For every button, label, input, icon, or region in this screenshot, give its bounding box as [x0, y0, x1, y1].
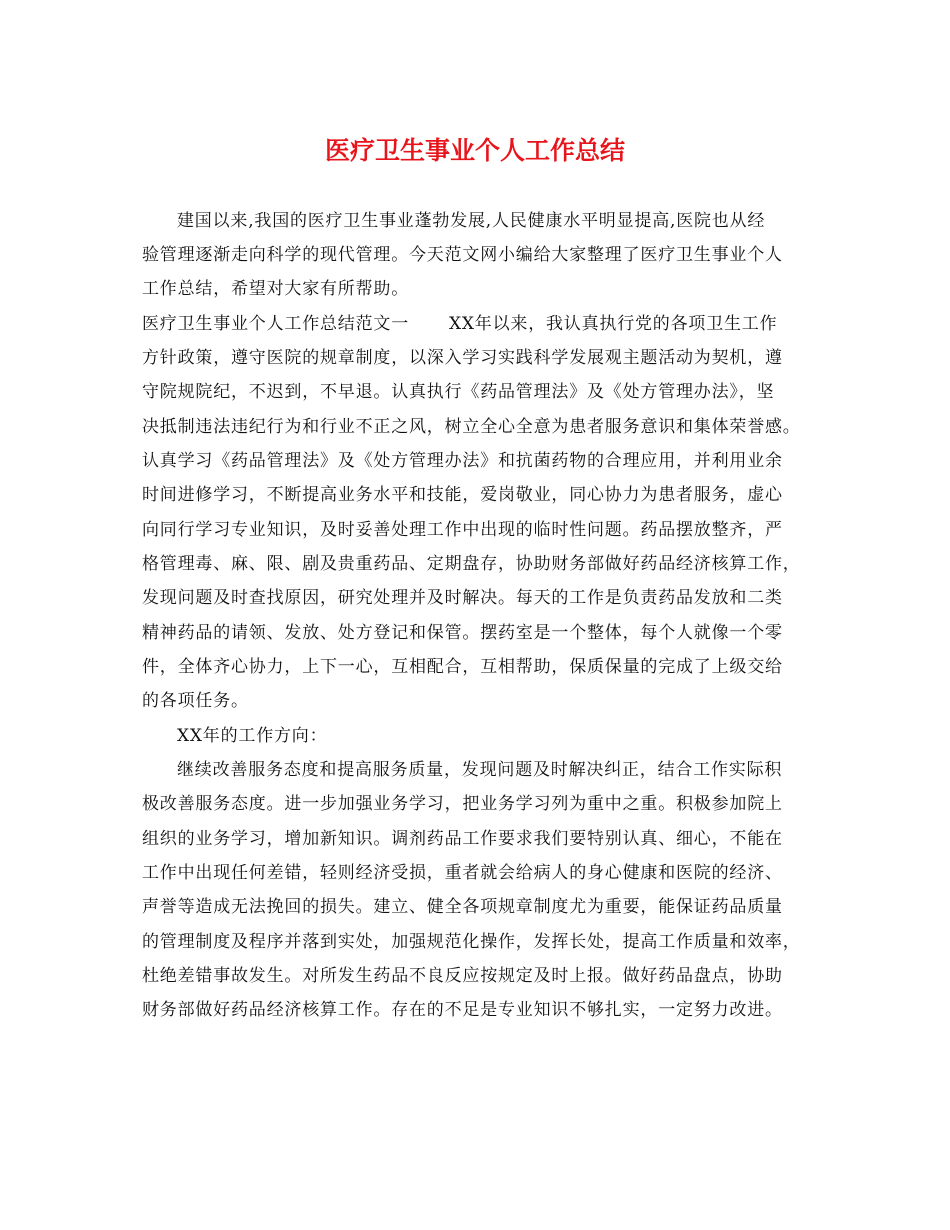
- paragraph-line: 方针政策，遵守医院的规章制度，以深入学习实践科学发展观主题活动为契机，遵: [142, 348, 783, 368]
- paragraph-line: 精神药品的请领、发放、处方登记和保管。摆药室是一个整体，每个人就像一个零: [142, 623, 783, 643]
- subheading-line: XX年的工作方向：: [177, 726, 328, 746]
- paragraph-line: 守院规院纪，不迟到，不早退。认真执行《药品管理法》及《处方管理办法》，坚: [142, 382, 775, 402]
- paragraph-line: 件，全体齐心协力，上下一心，互相配合，互相帮助，保质保量的完成了上级交给: [142, 657, 783, 677]
- paragraph-line: 财务部做好药品经济核算工作。存在的不足是专业知识不够扎实，一定努力改进。: [142, 1000, 783, 1020]
- paragraph-line: 时间进修学习，不断提高业务水平和技能，爱岗敬业，同心协力为患者服务，虚心: [142, 485, 783, 505]
- section-heading-line: [142, 311, 777, 337]
- paragraph-line: 认真学习《药品管理法》及《处方管理办法》和抗菌药物的合理应用，并利用业余: [142, 451, 783, 471]
- paragraph-line: 的管理制度及程序并落到实处，加强规范化操作，发挥长处，提高工作质量和效率，: [142, 932, 801, 952]
- paragraph-line: 的各项任务。: [142, 691, 249, 711]
- paragraph-line: 验管理逐渐走向科学的现代管理。今天范文网小编给大家整理了医疗卫生事业个人: [142, 245, 783, 265]
- document-title: 医疗卫生事业个人工作总结: [324, 136, 625, 165]
- paragraph-line: 发现问题及时查找原因，研究处理并及时解决。每天的工作是负责药品发放和二类: [142, 588, 783, 608]
- paragraph-line: 声誉等造成无法挽回的损失。建立、健全各项规章制度尤为重要，能保证药品质量: [142, 897, 783, 917]
- paragraph-line: 建国以来,我国的医疗卫生事业蓬勃发展,人民健康水平明显提高,医院也从经: [177, 211, 766, 231]
- paragraph-line: 工作总结，希望对大家有所帮助。: [142, 279, 409, 299]
- paragraph-line: 向同行学习专业知识，及时妥善处理工作中出现的临时性问题。药品摆放整齐，严: [142, 520, 783, 540]
- paragraph-line: 工作中出现任何差错，轻则经济受损，重者就会给病人的身心健康和医院的经济、: [142, 863, 783, 883]
- paragraph-line: XX年以来，我认真执行党的各项卫生工作: [449, 314, 778, 334]
- paragraph-line: 决抵制违法违纪行为和行业不正之风，树立全心全意为患者服务意识和集体荣誉感。: [142, 417, 801, 437]
- section-heading: 医疗卫生事业个人工作总结范文一: [142, 314, 409, 334]
- paragraph-line: 杜绝差错事故发生。对所发生药品不良反应按规定及时上报。做好药品盘点，协助: [142, 966, 783, 986]
- paragraph-line: 极改善服务态度。进一步加强业务学习，把业务学习列为重中之重。积极参加院上: [142, 794, 783, 814]
- paragraph-line: 组织的业务学习，增加新知识。调剂药品工作要求我们要特别认真、细心，不能在: [142, 829, 783, 849]
- paragraph-line: 格管理毒、麻、限、剧及贵重药品、定期盘存，协助财务部做好药品经济核算工作，: [142, 554, 801, 574]
- paragraph-line: 继续改善服务态度和提高服务质量，发现问题及时解决纠正，结合工作实际积: [177, 760, 783, 780]
